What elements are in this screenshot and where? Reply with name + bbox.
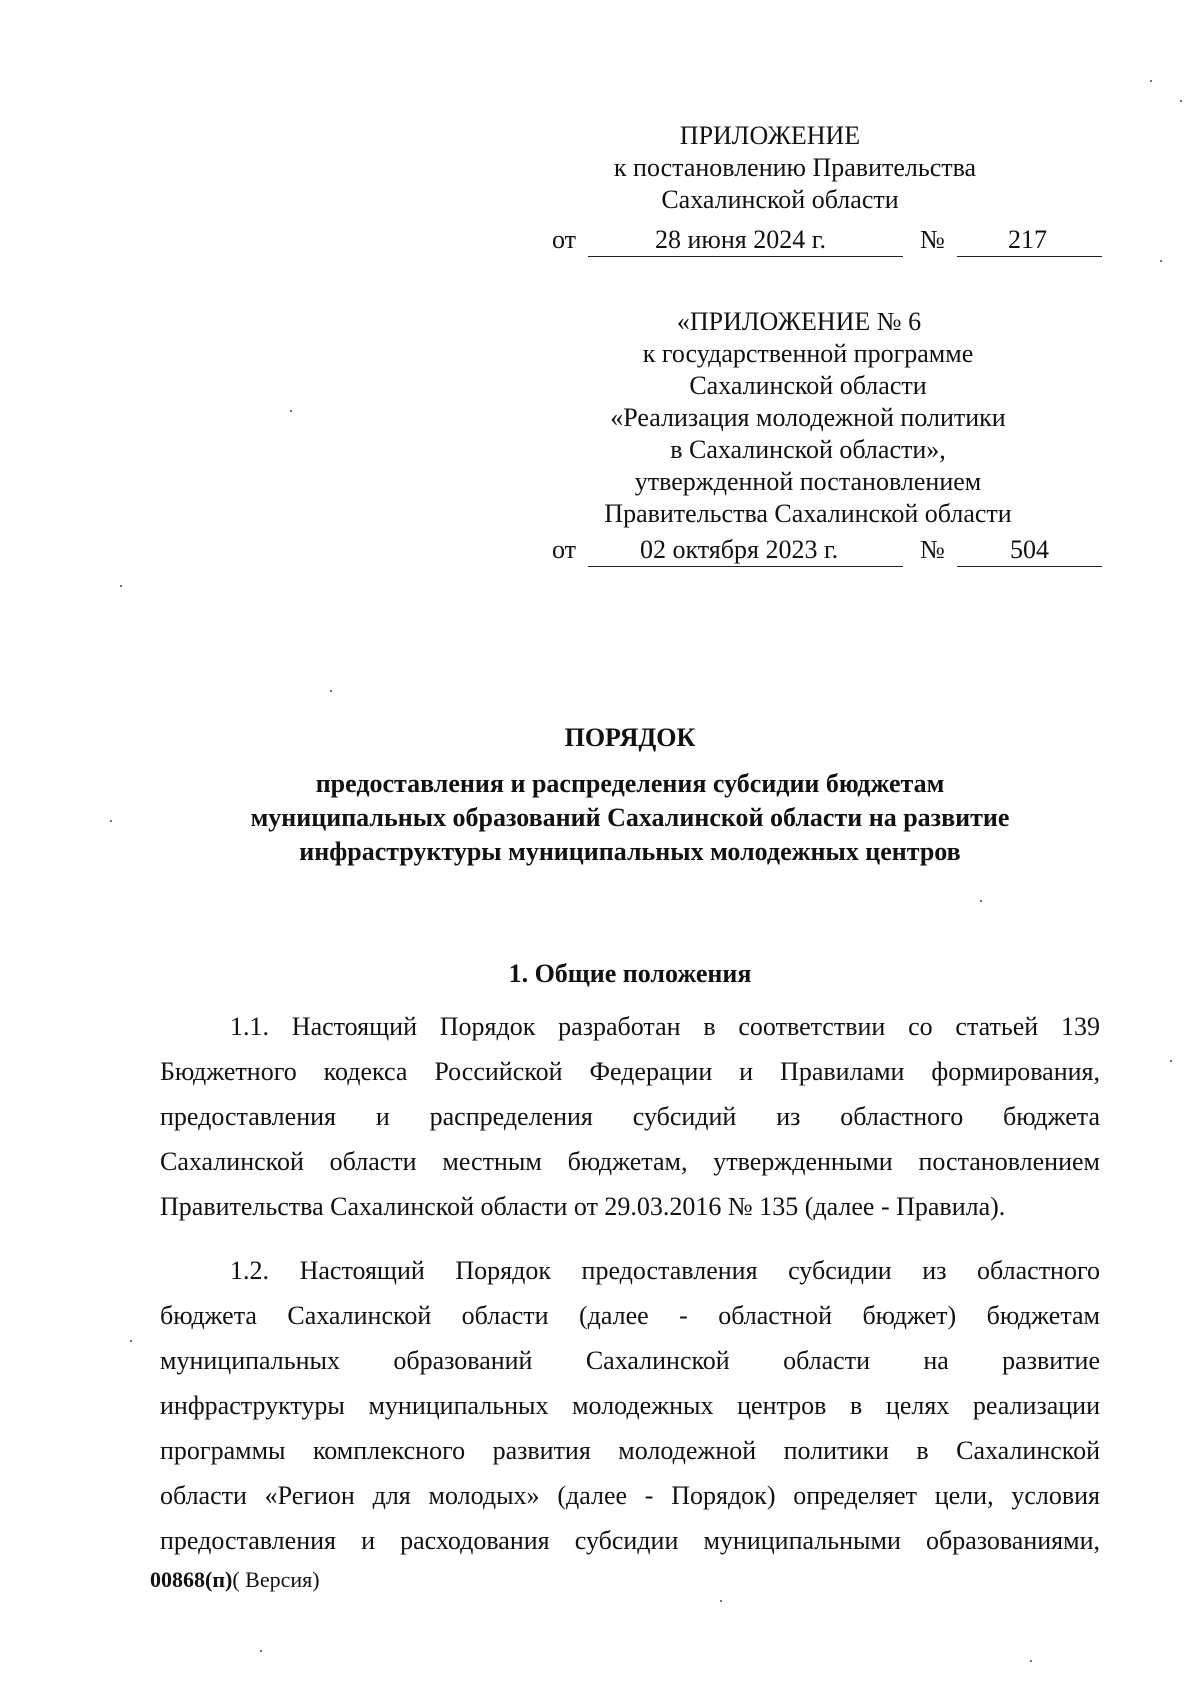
scan-speck (330, 690, 332, 692)
attachment6-date-underline (588, 566, 903, 567)
attachment6-from-label: от (552, 535, 577, 564)
attachment-date-underline (588, 256, 903, 257)
scan-speck (1030, 1660, 1032, 1662)
scan-speck (130, 1340, 132, 1342)
attachment-number: 217 (1008, 225, 1047, 254)
paragraph-line: бюджета Сахалинской области (далее - областной бюджет) бюджетам (160, 1301, 1100, 1330)
document-subtitle-line1: предоставления и распределения субсидии бюджетам (315, 769, 945, 798)
paragraph-1-2 (160, 1248, 1100, 1563)
paragraph-line: Сахалинской области местным бюджетам, утвержденными постановлением (160, 1147, 1100, 1176)
paragraph-line: области «Регион для молодых» (далее - Порядок) определяет цели, условия (160, 1481, 1100, 1510)
document-version: ( Версия) (232, 1567, 320, 1592)
attachment-title: ПРИЛОЖЕНИЕ (679, 121, 861, 150)
scan-speck (290, 410, 292, 412)
attachment6-header (590, 306, 1090, 530)
attachment6-line7: Правительства Сахалинской области (604, 499, 1012, 528)
attachment6-line4: «Реализация молодежной политики (610, 403, 1006, 432)
attachment6-line6: утвержденной постановлением (634, 467, 982, 496)
paragraph-line: Правительства Сахалинской области от 29.03.2016 № 135 (далее - Правила). (160, 1192, 1006, 1221)
attachment6-line2: к государственной программе (642, 339, 974, 368)
paragraph-line: Бюджетного кодекса Российской Федерации и Правилами формирования, (160, 1057, 1100, 1086)
document-title: ПОРЯДОК (564, 723, 696, 752)
attachment6-line5: в Сахалинской области», (670, 435, 946, 464)
attachment-date: 28 июня 2024 г. (655, 225, 826, 254)
section-title: 1. Общие положения (508, 959, 752, 988)
scan-speck (720, 1600, 722, 1602)
document-code: 00868(п) (150, 1567, 233, 1592)
paragraph-line: программы комплексного развития молодежной политики в Сахалинской (160, 1436, 1100, 1465)
paragraph-line: предоставления и расходования субсидии муниципальными образованиями, (160, 1526, 1100, 1555)
attachment-line1: к постановлению Правительства (613, 153, 977, 182)
scan-speck (1150, 80, 1152, 82)
attachment-number-underline (957, 256, 1102, 257)
scan-speck (120, 585, 122, 587)
attachment6-date: 02 октября 2023 г. (640, 535, 839, 564)
scan-speck (980, 900, 982, 902)
scan-speck (1180, 100, 1182, 102)
paragraph-line: 1.2. Настоящий Порядок предоставления субсидии из областного (230, 1256, 1100, 1285)
document-subtitle-line3: инфраструктуры муниципальных молодежных центров (299, 837, 961, 866)
scan-speck (1170, 1060, 1172, 1062)
attachment-header (560, 120, 1060, 216)
attachment-from-label: от (552, 225, 577, 254)
paragraph-line: инфраструктуры муниципальных молодежных центров в целях реализации (160, 1391, 1100, 1420)
scan-speck (1160, 260, 1162, 262)
attachment6-line3: Сахалинской области (689, 371, 927, 400)
attachment-line2: Сахалинской области (661, 185, 899, 214)
attachment-num-label: № (920, 225, 945, 254)
paragraph-line: 1.1. Настоящий Порядок разработан в соответствии со статьей 139 (230, 1012, 1100, 1041)
attachment6-number-underline (957, 566, 1102, 567)
paragraph-1-1 (160, 1004, 1100, 1229)
document-subtitle-line2: муниципальных образований Сахалинской области на развитие (250, 803, 1010, 832)
paragraph-line: муниципальных образований Сахалинской области на развитие (160, 1346, 1100, 1375)
document-footer (150, 1566, 320, 1594)
paragraph-line: предоставления и распределения субсидий из областного бюджета (160, 1102, 1100, 1131)
attachment6-number: 504 (1010, 535, 1049, 564)
scan-speck (110, 820, 112, 822)
attachment6-num-label: № (920, 535, 945, 564)
attachment6-line1: «ПРИЛОЖЕНИЕ № 6 (676, 307, 922, 336)
scan-speck (260, 1650, 262, 1652)
